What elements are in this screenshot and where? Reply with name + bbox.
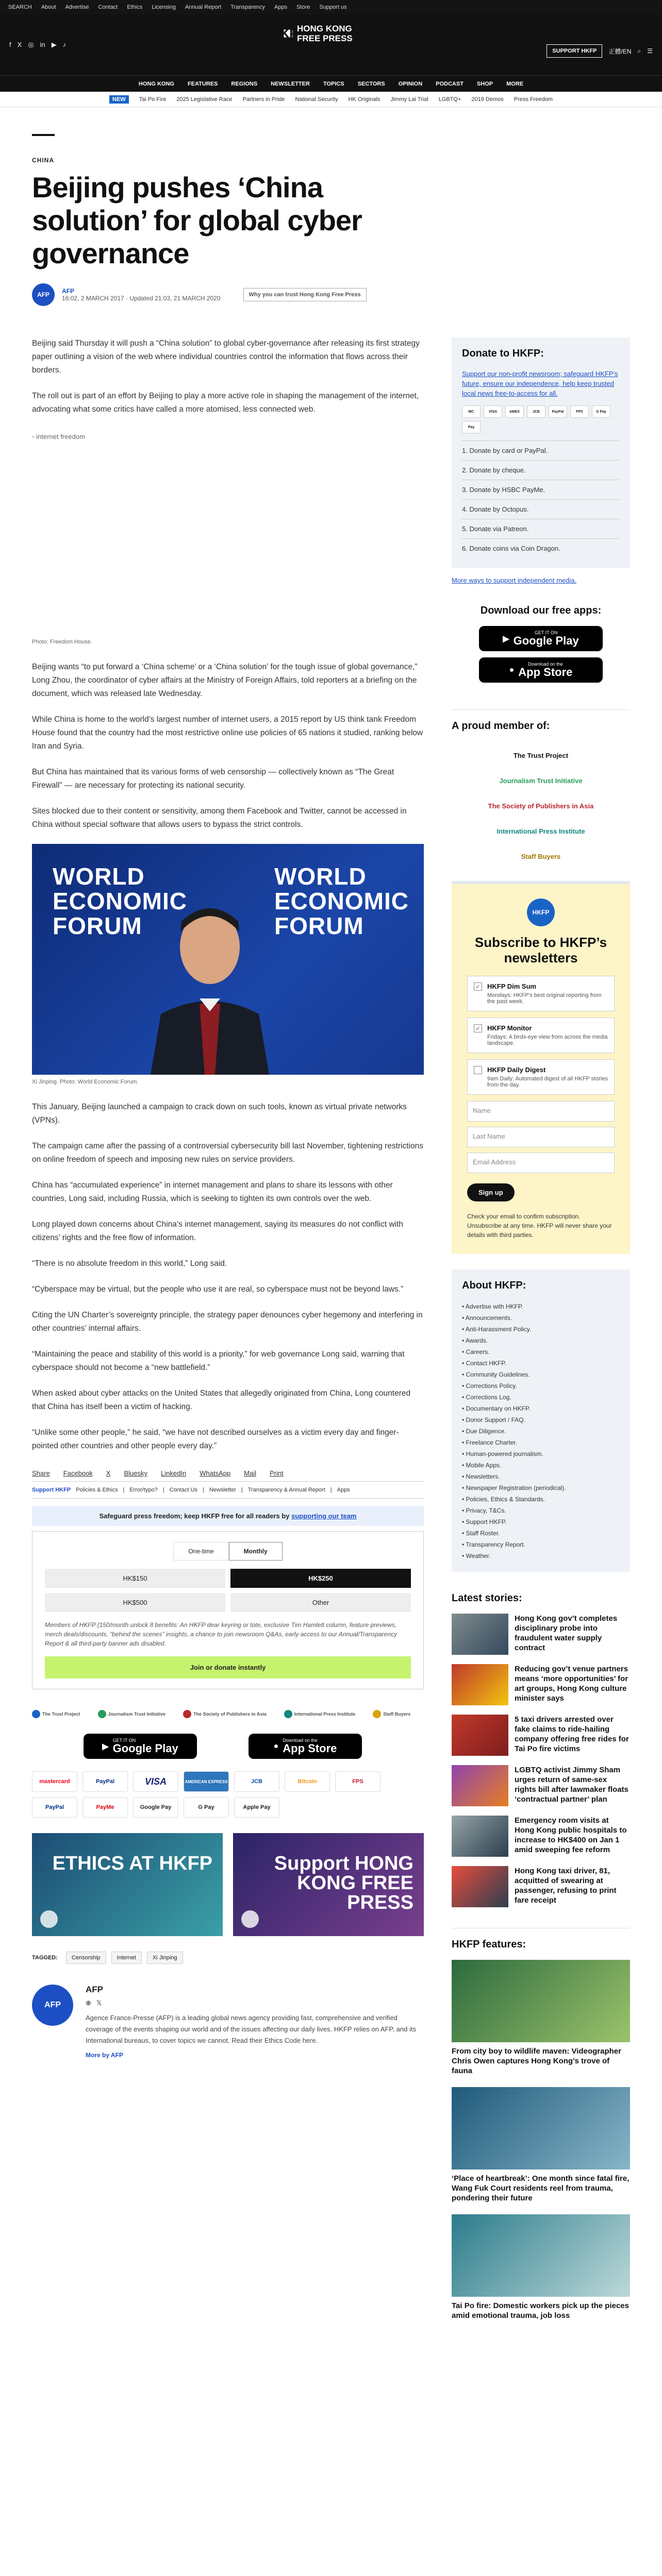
logo-line-2: FREE PRESS [297, 33, 353, 43]
logo-label: Staff Buyers [383, 1711, 411, 1717]
donation-widget [32, 1531, 424, 1689]
about-item[interactable]: • Due Diligence. [462, 1426, 620, 1437]
about-list [462, 1301, 620, 1562]
features-section [452, 1928, 630, 2320]
google-play-badge[interactable] [479, 626, 603, 651]
tab-monthly[interactable]: Monthly [229, 1542, 283, 1561]
donate-option[interactable]: 6. Donate coins via Coin Dragon. [462, 538, 620, 558]
feature-image[interactable] [452, 2087, 630, 2170]
logo-label: The Trust Project [42, 1711, 80, 1717]
about-item[interactable]: • Human-powered journalism. [462, 1448, 620, 1460]
jti-logo[interactable]: Journalism Trust Initiative [499, 777, 583, 785]
support-hkfp-button[interactable]: SUPPORT HKFP [547, 44, 602, 58]
article-paragraph: Beijing said Thursday it will push a “China solution” to global cyber-governance after releasing its first strategy paper outlining a vision of the web where individual countries control the information that flows across their borders. [32, 339, 420, 375]
amount-option-selected[interactable]: HK$250 [230, 1569, 411, 1588]
trending-link[interactable]: LGBTQ+ [438, 96, 461, 103]
newsletter-option[interactable] [467, 1018, 615, 1053]
about-item[interactable]: • Announcements. [462, 1312, 620, 1324]
share-bluesky[interactable]: Bluesky [124, 1469, 147, 1477]
trust-project-logo[interactable] [32, 1710, 80, 1718]
story-title[interactable]: 5 taxi drivers arrested over fake claims to ride-hailing company offering free rides for Tai Po fire victims [515, 1715, 629, 1753]
story-thumbnail[interactable] [452, 1866, 508, 1907]
support-banner[interactable] [233, 1833, 424, 1936]
topbar-support[interactable]: Support us [319, 4, 347, 10]
about-item[interactable]: • Anti-Harassment Policy. [462, 1324, 620, 1335]
jti-logo[interactable] [98, 1710, 166, 1718]
card-logos [462, 405, 620, 433]
promo-banners [32, 1833, 424, 1936]
date-line: 16:02, 2 MARCH 2017 · Updated 21:03, 21 MARCH 2020 [62, 295, 221, 302]
about-item[interactable]: • Corrections Policy. [462, 1380, 620, 1392]
donate-option[interactable]: 1. Donate by card or PayPal. [462, 440, 620, 460]
about-item[interactable]: • Mobile Apps. [462, 1460, 620, 1471]
tag-chip[interactable]: Internet [111, 1952, 142, 1964]
donate-title: Donate to HKFP: [462, 348, 544, 359]
share-x[interactable]: X [106, 1469, 111, 1477]
nav-regions[interactable]: REGIONS [231, 80, 258, 87]
story-thumbnail[interactable] [452, 1816, 508, 1857]
ipi-logo[interactable] [284, 1710, 356, 1718]
payme-icon: PayMe [82, 1797, 128, 1818]
app-store-badge[interactable] [479, 657, 603, 683]
google-play-icon: ▶ [102, 1742, 109, 1751]
instagram-icon[interactable]: ◎ [28, 41, 34, 48]
trending-link[interactable]: Partners in Pride [242, 96, 285, 103]
topbar-store[interactable]: Store [296, 4, 310, 10]
newsletter-title: Subscribe to HKFP’s newsletters [474, 935, 607, 965]
article-paragraph: “Maintaining the peace and stability of this world is a priority,” for web governance Long said, warning that cyberspace should not become a “new battlefield.” [32, 1350, 405, 1372]
trending-link[interactable]: HK Originals [348, 96, 380, 103]
mastercard-icon: mastercard [32, 1771, 77, 1792]
tab-one-time[interactable]: One-time [173, 1542, 228, 1561]
about-item[interactable]: • Donor Support / FAQ. [462, 1414, 620, 1426]
more-by-author-link[interactable]: More by AFP [86, 2052, 123, 2059]
nav-shop[interactable]: SHOP [476, 80, 493, 87]
article-paragraph: The roll out is part of an effort by Beijing to play a more active role in shaping the management of the internet, advocating what some critics have called a more atomised, less connected web. [32, 392, 419, 414]
play-icon[interactable] [40, 1910, 58, 1928]
header-actions [547, 44, 653, 58]
about-item[interactable]: • Privacy, T&Cs. [462, 1505, 620, 1516]
trending-bar [0, 92, 662, 107]
share-bar [32, 1465, 424, 1482]
about-item[interactable]: • Community Guidelines. [462, 1369, 620, 1380]
author-social [86, 1999, 424, 2007]
trending-link[interactable]: Jimmy Lai Trial [390, 96, 428, 103]
logo-mark: HKFP [271, 25, 306, 41]
publish-date: 16:02, 2 MARCH 2017 [62, 295, 124, 302]
bitcoin-icon: Bitcoin [285, 1771, 330, 1792]
search-icon[interactable]: ⌕ [637, 47, 641, 55]
main-nav [0, 75, 662, 92]
menu-icon[interactable]: ☰ [647, 47, 653, 55]
about-item[interactable]: • Policies, Ethics & Standards. [462, 1494, 620, 1505]
amex-icon: AMERICAN EXPRESS [184, 1771, 229, 1792]
article-paragraph: This January, Beijing launched a campaign to crack down on such tools, known as virtual private networks (VPNs). [32, 1103, 407, 1125]
fps-icon: FPS [335, 1771, 380, 1792]
visa-icon: VISA [133, 1771, 178, 1792]
updated-date: Updated 21:03, 21 MARCH 2020 [129, 295, 221, 302]
app-store-row [32, 1734, 424, 1759]
newsletter-box [452, 881, 630, 1254]
badge-big: App Store [283, 1742, 337, 1755]
story-title[interactable]: Hong Kong gov’t completes disciplinary probe into fraudulent water supply contract [515, 1614, 618, 1652]
app-store-badge[interactable] [249, 1734, 362, 1759]
person-silhouette [151, 901, 269, 1075]
apps-box [452, 605, 630, 689]
newsletter-note: Check your email to confirm subscription. Unsubscribe at any time. HKFP will never share your details with third parties. [467, 1213, 612, 1239]
about-item[interactable]: • Documentary on HKFP. [462, 1403, 620, 1414]
amex-icon: AMEX [505, 405, 524, 418]
ethics-banner[interactable] [32, 1833, 223, 1936]
photo-text: ECONOMIC [53, 888, 187, 914]
donate-option[interactable]: 5. Donate via Patreon. [462, 519, 620, 538]
fps-icon: FPS [570, 405, 589, 418]
language-toggle[interactable]: 正體/EN [608, 47, 632, 55]
option-text [487, 1066, 608, 1088]
member-title: A proud member of: [452, 709, 630, 732]
visa-icon: VISA [484, 405, 502, 418]
checkbox-unchecked[interactable] [474, 1066, 482, 1074]
membership-benefits: Members of HKFP (150/month unlock 8 benefits: An HKFP dear keyring or tote, exclusive Tim Hamlett column, feature previews, merch deals/discounts, “behind the scenes” insights, a chance to join newsroom Q&As, early access to our Annual/Transparency Report & all third-party banner ads disabled. [45, 1621, 398, 1647]
author-name[interactable]: AFP [62, 287, 74, 295]
paypal-icon: PayPal [32, 1797, 77, 1818]
frequency-tabs [45, 1542, 411, 1561]
option-desc: 9am Daily: Automated digest of all HKFP stories from the day. [487, 1076, 608, 1088]
logo-text [297, 24, 353, 43]
article-paragraph: But China has maintained that its various forms of web censorship — collectively known as “The Great Firewall” — are necessary for protecting its national security. [32, 768, 394, 790]
latest-title: Latest stories: [452, 1592, 522, 1604]
author-box [32, 1985, 424, 2059]
google-play-badge[interactable] [84, 1734, 197, 1759]
about-item[interactable]: • Corrections Log. [462, 1392, 620, 1403]
staff-buyers-logo[interactable] [373, 1710, 410, 1718]
story-thumbnail[interactable] [452, 1765, 508, 1806]
promo-title: Support HONG KONG FREE PRESS [274, 1853, 413, 1913]
about-item[interactable]: • Newspaper Registration (periodical). [462, 1482, 620, 1494]
supporting-team-link[interactable]: supporting our team [291, 1512, 357, 1520]
policies-link[interactable]: Policies & Ethics [76, 1487, 118, 1493]
image-caption: Photo: Freedom House. [32, 639, 92, 645]
share-print[interactable]: Print [269, 1469, 284, 1477]
nav-podcast[interactable]: PODCAST [436, 80, 464, 87]
google-pay-icon: G Pay [592, 405, 610, 418]
first-name-field[interactable]: Name [467, 1101, 615, 1122]
photo-text: WORLD [274, 863, 367, 890]
tiktok-icon[interactable]: ♪ [62, 41, 67, 48]
tags-row [32, 1952, 424, 1964]
tag-chip[interactable]: Xi Jinping [147, 1952, 183, 1964]
support-links: Support HKFP Policies & Ethics | Error/typo? | Contact Us | Newsletter | Transparency & Annual Report | Apps [32, 1482, 424, 1499]
article-paragraph: When asked about cyber attacks on the United States that allegedly originated from China, Long countered that China has itself been a victim of hacking. [32, 1389, 411, 1411]
feature-item[interactable] [452, 1960, 630, 2076]
checkbox-checked[interactable]: ✓ [474, 982, 482, 991]
option-name: HKFP Monitor [487, 1024, 532, 1032]
article-category[interactable]: CHINA [32, 157, 54, 164]
trust-project-logo[interactable]: The Trust Project [513, 752, 569, 759]
logo-line-1: HONG KONG [297, 24, 352, 33]
signup-button[interactable]: Sign up [467, 1183, 515, 1201]
article-paragraph: “Unlike some other people,” he said, “we have not described ourselves as a victim every day and finger-pointed other countries and other people every day.” [32, 1428, 399, 1450]
option-name: HKFP Daily Digest [487, 1066, 546, 1074]
about-item[interactable]: • Careers. [462, 1346, 620, 1358]
author-bio: Agence France-Presse (AFP) is a leading global news agency providing fast, comprehensive and verified coverage of the events shaping our world and of the issues affecting our daily lives. HKFP relies on AFP, and its International bureaus, to cover topics we cannot. Read their Ethics Code here. [86, 2014, 416, 2044]
trending-link[interactable]: Tai Po Fire [139, 96, 167, 103]
transparency-link[interactable]: Transparency & Annual Report [247, 1487, 325, 1493]
story-thumbnail[interactable] [452, 1715, 508, 1756]
checkbox-checked[interactable]: ✓ [474, 1024, 482, 1032]
topbar-ethics[interactable]: Ethics [127, 4, 143, 10]
jcb-icon: JCB [234, 1771, 279, 1792]
option-text [487, 982, 608, 1005]
tag-chip[interactable]: Censorship [66, 1952, 106, 1964]
topbar-licensing[interactable]: Licensing [152, 4, 176, 10]
newsletter-option[interactable] [467, 1059, 615, 1095]
apple-pay-icon: Pay [462, 421, 481, 433]
donate-option[interactable]: 2. Donate by cheque. [462, 460, 620, 480]
site-header [0, 14, 662, 75]
option-name: HKFP Dim Sum [487, 982, 537, 990]
about-item[interactable]: • Freelance Charter. [462, 1437, 620, 1448]
email-field[interactable]: Email Address [467, 1153, 615, 1173]
sopa-logo[interactable]: The Society of Publishers in Asia [488, 802, 594, 810]
feature-item[interactable] [452, 2214, 630, 2320]
trending-link[interactable]: 2019 Demos [471, 96, 504, 103]
photo-text: FORUM [53, 912, 142, 939]
tags-label: TAGGED: [32, 1955, 58, 1961]
nav-newsletter[interactable]: NEWSLETTER [271, 80, 310, 87]
donate-option[interactable]: 4. Donate by Octopus. [462, 499, 620, 519]
google-pay-icon: Google Pay [133, 1797, 178, 1818]
option-desc: Mondays: HKFP's best original reporting from the past week. [487, 992, 602, 1005]
nav-sectors[interactable]: SECTORS [357, 80, 385, 87]
feature-image[interactable] [452, 2214, 630, 2297]
photo-text: FORUM [274, 912, 364, 939]
topbar-advertise[interactable]: Advertise [65, 4, 89, 10]
about-item[interactable]: • Advertise with HKFP. [462, 1301, 620, 1312]
newsletter-link[interactable]: Newsletter [209, 1487, 236, 1493]
option-desc: Fridays: A birds-eye view from across the media landscape. [487, 1034, 608, 1046]
list-item[interactable] [452, 1715, 630, 1756]
safeguard-text: Safeguard press freedom; keep HKFP free for all readers by [99, 1512, 292, 1520]
payment-methods [32, 1771, 413, 1818]
article-paragraph: “There is no absolute freedom in this world,” Long said. [32, 1259, 227, 1268]
option-text [487, 1024, 608, 1046]
play-icon[interactable] [241, 1910, 259, 1928]
nav-more[interactable]: MORE [506, 80, 524, 87]
byline-text [62, 287, 221, 302]
share-facebook[interactable]: Facebook [63, 1469, 93, 1477]
feature-title[interactable]: From city boy to wildlife maven: Videographer Chris Owen captures Hong Kong’s trove of fauna [452, 2047, 621, 2075]
article-paragraph: Citing the UN Charter’s sovereignty principle, the strategy paper denounces cyber hegemony and interfering in other countries’ internal affairs. [32, 1311, 423, 1333]
amount-options [45, 1569, 411, 1612]
last-name-field[interactable]: Last Name [467, 1127, 615, 1147]
member-logos-row [32, 1710, 424, 1718]
share-linkedin[interactable]: LinkedIn [161, 1469, 187, 1477]
staff-buyers-logo[interactable]: Staff Buyers [521, 853, 561, 860]
amount-option[interactable]: HK$500 [45, 1593, 225, 1612]
amount-option-other[interactable]: Other [230, 1593, 411, 1612]
author-avatar[interactable]: AFP [32, 283, 55, 306]
byline [32, 283, 424, 306]
nav-hk[interactable]: HONG KONG [138, 80, 174, 87]
nav-opinion[interactable]: OPINION [398, 80, 423, 87]
author-box-body [86, 1985, 424, 2059]
about-item[interactable]: • Contact HKFP. [462, 1358, 620, 1369]
list-item[interactable] [452, 1614, 630, 1655]
hkfp-icon: HKFP [527, 899, 555, 926]
badge-big: Google Play [112, 1742, 178, 1755]
trending-link[interactable]: National Security [295, 96, 338, 103]
apple-icon: ● [273, 1741, 279, 1751]
donate-box [452, 337, 630, 568]
sopa-logo[interactable] [183, 1710, 267, 1718]
error-link[interactable]: Error/typo? [129, 1487, 158, 1493]
contact-link[interactable]: Contact Us [169, 1487, 198, 1493]
article-main [32, 134, 424, 2059]
nav-topics[interactable]: TOPICS [323, 80, 344, 87]
more-ways-link[interactable]: More ways to support independent media. [452, 577, 577, 584]
paypal-icon: PayPal [82, 1771, 128, 1792]
trending-link[interactable]: Press Freedom [514, 96, 553, 103]
topbar-apps[interactable]: Apps [274, 4, 288, 10]
story-thumbnail[interactable] [452, 1614, 508, 1655]
badge-big: Google Play [513, 634, 579, 647]
about-item[interactable]: • Awards. [462, 1335, 620, 1346]
about-item[interactable]: • Transparency Report. [462, 1539, 620, 1550]
newsletter-option[interactable] [467, 976, 615, 1011]
topbar-about[interactable]: About [41, 4, 56, 10]
badge-small: GET IT ON [112, 1738, 136, 1743]
share-mail[interactable]: Mail [244, 1469, 256, 1477]
internet-freedom-image [32, 429, 424, 635]
feature-title[interactable]: ‘Place of heartbreak’: One month since fatal fire, Wang Fuk Court residents reel from trauma, pondering their future [452, 2174, 630, 2202]
youtube-icon[interactable]: ▶ [51, 41, 57, 48]
new-badge: NEW [109, 95, 129, 104]
badge-big: App Store [518, 666, 573, 679]
apps-link[interactable]: Apps [337, 1487, 350, 1493]
about-item[interactable]: • Support HKFP. [462, 1516, 620, 1528]
feature-item[interactable] [452, 2087, 630, 2203]
feature-title[interactable]: Tai Po fire: Domestic workers pick up the pieces amid emotional trauma, job loss [452, 2301, 629, 2320]
latest-stories [452, 1592, 630, 1907]
article-paragraph: While China is home to the world’s largest number of internet users, a 2015 report by US think tank Freedom House found that the country had the most restrictive online use policies of 65 nations it studied, ranking below Iran and Syria. [32, 715, 423, 751]
article-title: Beijing pushes ‘China solution’ for global cyber governance [32, 171, 362, 269]
apps-title: Download our free apps: [480, 605, 602, 616]
list-item[interactable] [452, 1816, 630, 1857]
globe-icon[interactable]: ⊕ [86, 1999, 91, 2007]
article-paragraph: China has “accumulated experience” in internet management and plans to share its lessons with other countries, Long said, including Russia, which is seeking to tighten its own controls over the web. [32, 1181, 393, 1203]
about-title: About HKFP: [462, 1280, 526, 1291]
xi-jinping-photo [32, 844, 424, 1075]
about-item[interactable]: • Newsletters. [462, 1471, 620, 1482]
donate-option[interactable]: 3. Donate by HSBC PayMe. [462, 480, 620, 499]
badge-small: Download on the [528, 662, 563, 667]
topbar-search[interactable]: SEARCH [8, 4, 32, 10]
jcb-icon: JCB [527, 405, 545, 418]
story-title[interactable]: LGBTQ activist Jimmy Sham urges return of same-sex rights bill after lawmaker floats ‘contractual partner’ plan [515, 1766, 628, 1804]
ipi-logo[interactable]: International Press Institute [496, 827, 585, 835]
list-item[interactable] [452, 1866, 630, 1907]
apple-pay-icon: Apple Pay [234, 1797, 279, 1818]
about-item[interactable]: • Staff Roster. [462, 1528, 620, 1539]
author-box-avatar[interactable]: AFP [32, 1985, 73, 2026]
google-play-icon: ▶ [503, 634, 509, 643]
logo-label: The Society of Publishers in Asia [193, 1711, 267, 1717]
x-icon[interactable]: 𝕏 [96, 1999, 102, 2007]
member-logos [452, 741, 630, 881]
linkedin-icon[interactable]: in [40, 41, 45, 48]
image-alt: internet freedom [36, 433, 85, 440]
photo-caption: Xi Jinping. Photo: World Economic Forum. [32, 1079, 139, 1085]
list-item[interactable] [452, 1664, 630, 1705]
paypal-icon: PayPal [549, 405, 567, 418]
article-paragraph: Beijing wants “to put forward a ‘China scheme’ or a ‘China solution’ for the tough issue of global governance,” Long Zhou, the coordinator of cyber affairs at the Ministry of Foreign Affairs, told reporters at a briefing on the document, which was released late Wednesday. [32, 663, 418, 698]
facebook-icon[interactable]: f [9, 41, 11, 48]
author-box-name[interactable]: AFP [86, 1985, 103, 1994]
nav-features[interactable]: FEATURES [187, 80, 218, 87]
site-logo[interactable] [271, 24, 353, 43]
photo-text: WORLD [53, 863, 145, 890]
logo-label: Journalism Trust Initiative [108, 1711, 166, 1717]
g-pay-icon: G Pay [184, 1797, 229, 1818]
topbar-annual-report[interactable]: Annual Report [185, 4, 222, 10]
title-rule [32, 134, 55, 136]
list-item[interactable] [452, 1765, 630, 1806]
story-title[interactable]: Hong Kong taxi driver, 81, acquitted of swearing at passenger, refusing to print fare receipt [515, 1867, 617, 1905]
about-item[interactable]: • Weather. [462, 1550, 620, 1562]
feature-image[interactable] [452, 1960, 630, 2042]
safeguard-banner [32, 1506, 424, 1526]
sidebar [452, 337, 630, 2332]
article-paragraph: Long played down concerns about China’s internet management, saying its measures do not conflict with citizens’ rights and the free flow of information. [32, 1220, 404, 1242]
story-thumbnail[interactable] [452, 1664, 508, 1705]
mastercard-icon: MC [462, 405, 481, 418]
trust-link[interactable]: Why you can trust Hong Kong Free Press [243, 288, 367, 301]
topbar-transparency[interactable]: Transparency [230, 4, 265, 10]
trending-link[interactable]: 2025 Legislative Race [176, 96, 233, 103]
badge-small: Download on the [283, 1738, 318, 1743]
photo-text: ECONOMIC [274, 888, 409, 914]
article-paragraph: “Cyberspace may be virtual, but the people who use it are real, so cyberspace must not be beyond laws.” [32, 1285, 404, 1294]
story-title[interactable]: Emergency room visits at Hong Kong public hospitals to increase to HK$400 on Jan 1 amid sweeping fee reform [515, 1816, 627, 1854]
share-link[interactable]: Share [32, 1469, 50, 1477]
social-icons [9, 41, 66, 49]
amount-option[interactable]: HK$150 [45, 1569, 225, 1588]
donate-text[interactable]: Support our non-profit newsroom; safeguard HKFP’s future, ensure our independence, help keep trusted local news free-to-access for all. [462, 370, 618, 397]
join-donate-button[interactable]: Join or donate instantly [45, 1656, 411, 1679]
top-utility-bar [0, 0, 662, 14]
broken-image-icon: ▫ [32, 433, 35, 440]
topbar-contact[interactable]: Contact [98, 4, 118, 10]
story-title[interactable]: Reducing gov’t venue partners means ‘more opportunities’ for art groups, Hong Kong culture minister says [515, 1665, 628, 1703]
x-icon[interactable]: X [17, 41, 22, 48]
share-whatsapp[interactable]: WhatsApp [200, 1469, 231, 1477]
about-box [452, 1269, 630, 1572]
features-title: HKFP features: [452, 1928, 630, 1951]
badge-small: GET IT ON [534, 630, 558, 635]
apple-icon: ● [509, 665, 515, 674]
article-paragraph: The campaign came after the passing of a controversial cybersecurity bill last November, tightening restrictions on online freedom of speech and imposing new rules on service providers. [32, 1142, 423, 1164]
promo-title: ETHICS AT HKFP [52, 1853, 212, 1874]
article-paragraph: Sites blocked due to their content or sensitivity, among them Facebook and Twitter, cannot be accessed in China without special software that allows users to bypass the strict controls. [32, 807, 407, 829]
logo-label: International Press Institute [294, 1711, 356, 1717]
support-hkfp-link[interactable]: Support HKFP [32, 1487, 71, 1493]
